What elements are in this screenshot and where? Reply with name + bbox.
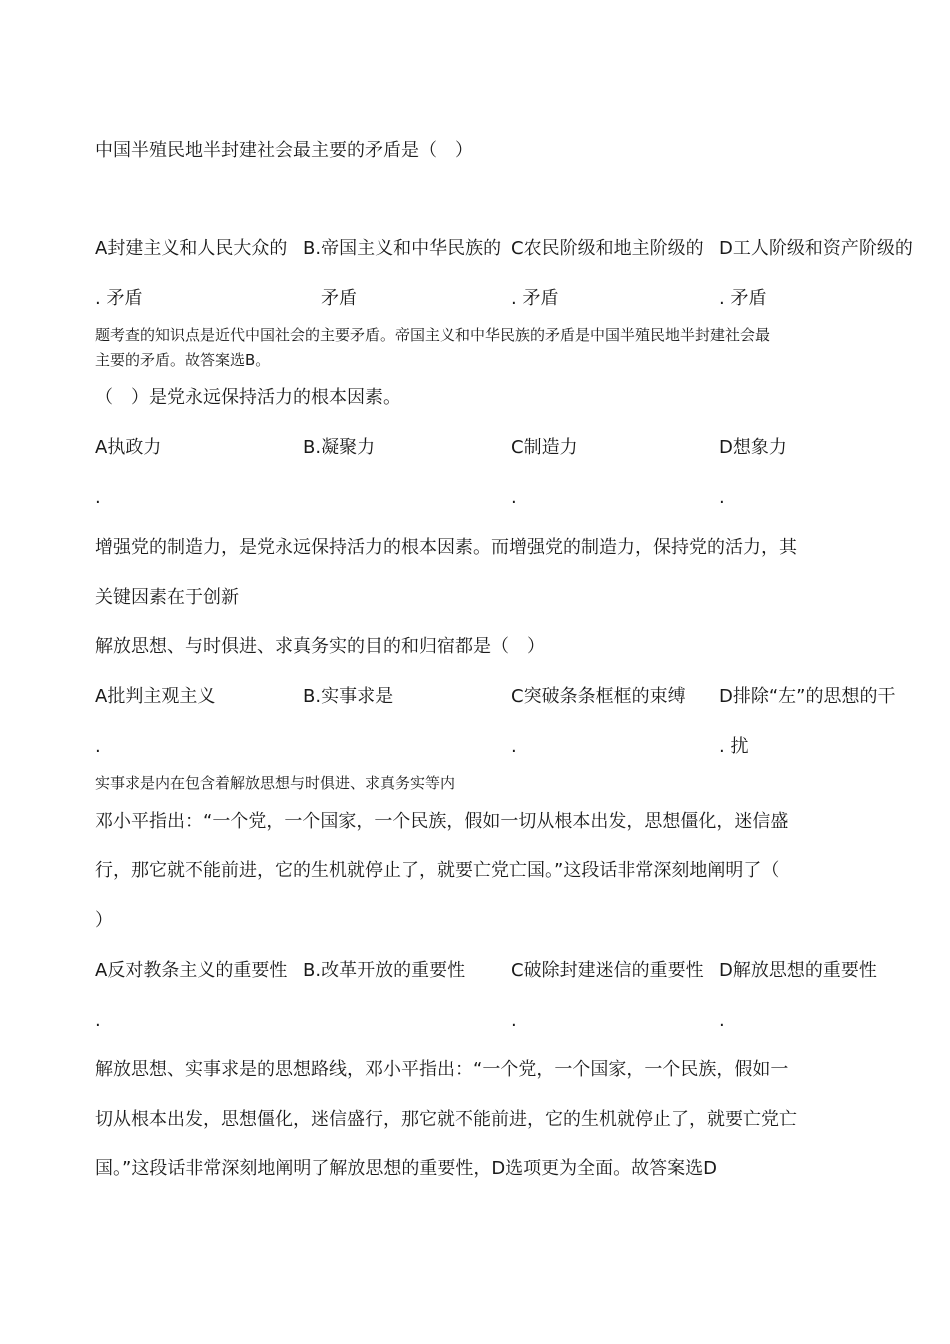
- question-4-stem-line-1: 邓小平指出：“一个党，一个国家，一个民族，假如一切从根本出发，思想僵化，迷信盛: [95, 811, 789, 832]
- question-1-option-a: A封建主义和人民大众的: [95, 238, 288, 259]
- question-4-option-a-cont: .: [95, 1010, 101, 1031]
- question-3-option-a-cont: .: [95, 736, 101, 757]
- question-2-option-d-cont: .: [719, 487, 725, 508]
- question-4-stem-line-2: 行，那它就不能前进，它的生机就停止了，就要亡党亡国。”这段话非常深刻地阐明了（: [95, 860, 780, 881]
- question-2-explanation-line-2: 关键因素在于创新: [95, 587, 239, 608]
- question-3-option-a: A批判主观主义: [95, 686, 216, 707]
- question-2-option-a: A执政力: [95, 437, 162, 458]
- question-3-stem: 解放思想、与时俱进、求真务实的目的和归宿都是（ ）: [95, 636, 545, 657]
- question-3-option-c-cont: .: [511, 736, 517, 757]
- question-3-option-d-cont: . 扰: [719, 736, 749, 757]
- question-2-explanation-line-1: 增强党的制造力，是党永远保持活力的根本因素。而增强党的制造力，保持党的活力，其: [95, 537, 797, 558]
- question-2-option-a-cont: .: [95, 487, 101, 508]
- question-1-option-c-cont: . 矛盾: [511, 288, 559, 309]
- question-2-option-b: B.凝聚力: [303, 437, 376, 458]
- question-4-option-c-cont: .: [511, 1010, 517, 1031]
- question-4-explanation-line-3: 国。”这段话非常深刻地阐明了解放思想的重要性，D选项更为全面。故答案选D: [95, 1158, 718, 1179]
- question-3-option-c: C突破条条框框的束缚: [511, 686, 686, 707]
- question-1-option-c: C农民阶级和地主阶级的: [511, 238, 704, 259]
- question-1-explanation-line-1: 题考查的知识点是近代中国社会的主要矛盾。帝国主义和中华民族的矛盾是中国半殖民地半封建社会最: [95, 326, 771, 344]
- question-2-option-c: C制造力: [511, 437, 578, 458]
- question-4-option-a: A反对教条主义的重要性: [95, 960, 288, 981]
- question-1-option-a-cont: . 矛盾: [95, 288, 143, 309]
- question-4-option-d-cont: .: [719, 1010, 725, 1031]
- question-1-option-b: B.帝国主义和中华民族的: [303, 238, 502, 259]
- question-2-option-c-cont: .: [511, 487, 517, 508]
- question-4-explanation-line-2: 切从根本出发，思想僵化，迷信盛行，那它就不能前进，它的生机就停止了，就要亡党亡: [95, 1109, 797, 1130]
- question-1-option-d-cont: . 矛盾: [719, 288, 767, 309]
- question-3-explanation-line-1: 实事求是内在包含着解放思想与时俱进、求真务实等内: [95, 774, 456, 792]
- question-4-option-d: D解放思想的重要性: [719, 960, 877, 981]
- question-1-option-b-cont: 矛盾: [321, 288, 357, 309]
- question-1-explanation-line-2: 主要的矛盾。故答案选B。: [95, 351, 271, 369]
- question-2-stem: （ ）是党永远保持活力的根本因素。: [95, 387, 401, 408]
- question-4-explanation-line-1: 解放思想、实事求是的思想路线，邓小平指出：“一个党，一个国家，一个民族，假如一: [95, 1059, 789, 1080]
- question-3-option-b: B.实事求是: [303, 686, 394, 707]
- question-1-option-d: D工人阶级和资产阶级的: [719, 238, 913, 259]
- question-4-stem-line-3: ）: [95, 910, 113, 931]
- question-4-option-c: C破除封建迷信的重要性: [511, 960, 704, 981]
- question-4-option-b: B.改革开放的重要性: [303, 960, 466, 981]
- question-2-option-d: D想象力: [719, 437, 787, 458]
- question-1-stem: 中国半殖民地半封建社会最主要的矛盾是（ ）: [95, 140, 473, 161]
- question-3-option-d: D排除“左”的思想的干: [719, 686, 896, 707]
